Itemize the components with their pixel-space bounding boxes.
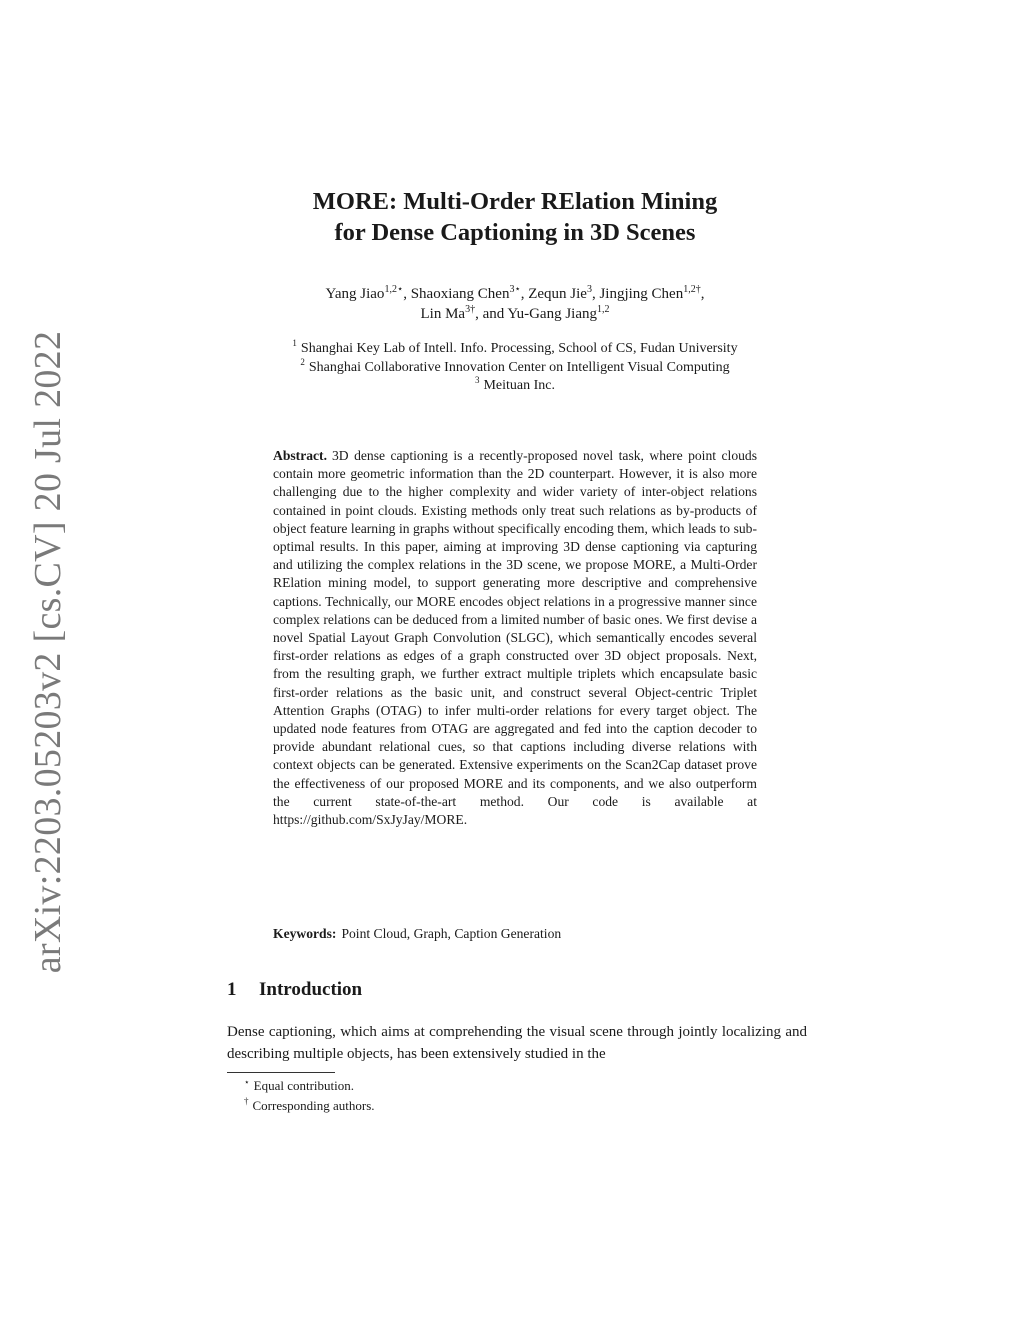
- footnote-mark: †: [244, 1096, 249, 1107]
- footnote-mark: ⋆: [244, 1076, 250, 1087]
- keywords-text: Point Cloud, Graph, Caption Generation: [341, 926, 562, 941]
- paper-title: [200, 186, 830, 248]
- title-line-1: MORE: Multi-Order RElation Mining: [312, 188, 718, 215]
- affiliation-number: 2: [300, 356, 305, 367]
- author-name: Lin Ma: [420, 306, 466, 322]
- section-title: Introduction: [259, 979, 363, 1000]
- author-affil-mark: 3†: [465, 304, 476, 315]
- affiliation-number: 3: [474, 375, 480, 386]
- author-affil-mark: 1,2: [597, 304, 610, 315]
- author-separator: ,: [700, 286, 705, 302]
- author-name: Jingjing Chen: [599, 286, 684, 302]
- author-name: Yang Jiao: [325, 286, 385, 302]
- affiliation: [200, 340, 830, 359]
- footnote: [244, 1096, 804, 1116]
- keywords-label: Keywords:: [273, 926, 337, 941]
- footnote-text: Equal contribution.: [253, 1078, 355, 1093]
- author-list: [200, 284, 830, 324]
- affiliation: [200, 377, 830, 396]
- affiliation-list: [200, 340, 830, 396]
- author-affil-mark: 3⋆: [509, 284, 521, 295]
- footnote-text: Corresponding authors.: [252, 1097, 375, 1113]
- author-affil-mark: 3: [586, 284, 592, 295]
- author-name: Shaoxiang Chen: [410, 286, 510, 302]
- abstract: [273, 447, 757, 829]
- footnotes: [244, 1076, 804, 1115]
- author-separator: ,: [520, 286, 529, 302]
- author-affil-mark: 1,2†: [683, 284, 701, 295]
- keywords: [273, 925, 757, 943]
- title-line-2: for Dense Captioning in 3D Scenes: [334, 219, 696, 246]
- footnote: [244, 1076, 804, 1096]
- intro-paragraph: Dense captioning, which aims at comprehending the visual scene through jointly localizing and describing multiple objects, has been extensively studied in the: [227, 1024, 807, 1062]
- affiliation-text: Shanghai Collaborative Innovation Center on Intelligent Visual Computing: [308, 359, 730, 375]
- abstract-label: Abstract.: [273, 448, 327, 463]
- arxiv-identifier: arXiv:2203.05203v2 [cs.CV] 20 Jul 2022: [27, 330, 69, 974]
- author-name: Yu-Gang Jiang: [507, 306, 597, 322]
- abstract-text: 3D dense captioning is a recently-proposed novel task, where point clouds contain more geometric information than the 2D counterpart. However, it is also more challenging due to the higher complexity and wider variety of inter-object relations contained in point clouds. Existing methods only treat such relations as by-products of object feature learning in graphs without specifically encoding them, which leads to sub-optimal results. In this paper, aiming at improving 3D dense captioning via capturing and utilizing the complex relations in the 3D scene, we propose MORE, a Multi-Order RElation mining model, to support generating more descriptive and comprehensive captions. Technically, our MORE encodes object relations in a progressive manner since complex relations can be deduced from a limited number of basic ones. We first devise a novel Spatial Layout Graph Convolution (SLGC), which semantically encodes several first-order relations as edges of a graph constructed over 3D object proposals. Next, from the resulting graph, we further extract multiple triplets which encapsulate basic first-order relations as the basic unit, and construct several Object-centric Triplet Attention Graphs (OTAG) to infer multi-order relations for every target object. The updated node features from OTAG are aggregated and fed into the caption decoder to provide abundant relational cues, so that captions including diverse relations with context objects can be generated. Extensive experiments on the Scan2Cap dataset prove the effectiveness of our proposed MORE and its components, and we also outperform the current state-of-the-art method. Our code is available at https://github.com/SxJyJay/MORE.: [273, 448, 757, 828]
- author-separator: , and: [475, 306, 508, 322]
- section-heading: [227, 978, 807, 1002]
- footnote-rule: [227, 1072, 335, 1073]
- affiliation-text: Meituan Inc.: [483, 378, 556, 393]
- affiliation-text: Shanghai Key Lab of Intell. Info. Processing, School of CS, Fudan University: [300, 341, 738, 356]
- author-name: Zequn Jie: [528, 286, 587, 302]
- section-number: 1: [227, 979, 237, 1000]
- affiliation: [200, 356, 830, 378]
- author-separator: ,: [591, 286, 600, 302]
- author-separator: ,: [403, 286, 411, 302]
- author-affil-mark: 1,2⋆: [384, 284, 404, 295]
- affiliation-number: 1: [292, 338, 297, 349]
